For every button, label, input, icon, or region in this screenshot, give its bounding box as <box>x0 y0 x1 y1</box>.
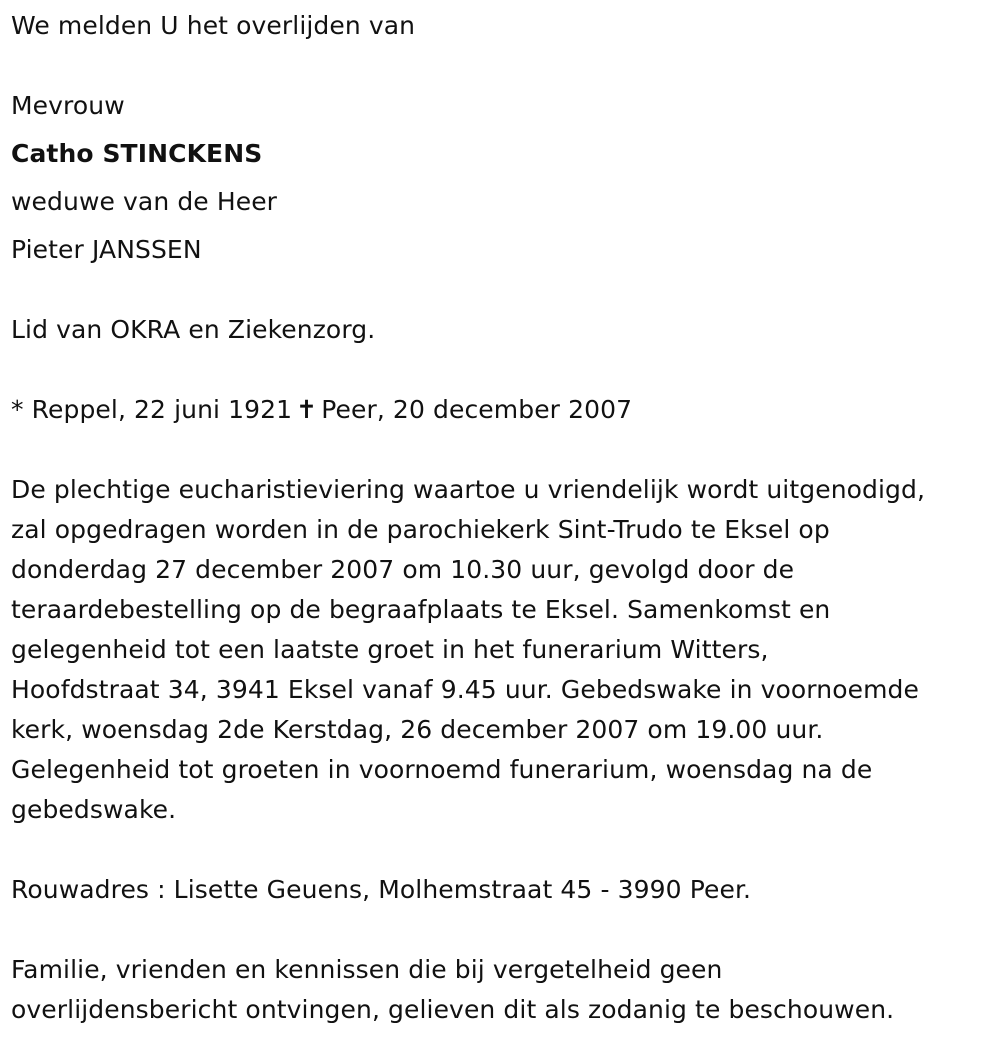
closing-line: Familie, vrienden en kennissen die bij vergetelheid geen <box>11 955 723 984</box>
life-dates <box>11 390 991 430</box>
death-text: Peer, 20 december 2007 <box>321 395 633 424</box>
membership-text: Lid van OKRA en Ziekenzorg. <box>11 315 376 344</box>
ceremony-line: Gelegenheid tot groeten in voornoemd funerarium, woensdag na de <box>11 755 873 784</box>
ceremony-line: gelegenheid tot een laatste groet in het funerarium Witters, <box>11 635 769 664</box>
ceremony-line: kerk, woensdag 2de Kerstdag, 26 december 2007 om 19.00 uur. <box>11 715 824 744</box>
ceremony-line: Hoofdstraat 34, 3941 Eksel vanaf 9.45 uur. Gebedswake in voornoemde <box>11 675 919 704</box>
ceremony-line: zal opgedragen worden in de parochiekerk Sint-Trudo te Eksel op <box>11 515 830 544</box>
spouse-name: Pieter JANSSEN <box>11 235 202 264</box>
ceremony-paragraph <box>11 470 991 830</box>
ceremony-line: De plechtige eucharistieviering waartoe u vriendelijk wordt uitgenodigd, <box>11 475 926 504</box>
mourning-address: Rouwadres : Lisette Geuens, Molhemstraat 45 - 3990 Peer. <box>11 875 752 904</box>
relation-text: weduwe van de Heer <box>11 187 278 216</box>
title-text: Mevrouw <box>11 91 125 120</box>
obituary-notice <box>11 6 991 1030</box>
intro-text: We melden U het overlijden van <box>11 11 416 40</box>
ceremony-line: teraardebestelling op de begraafplaats te Eksel. Samenkomst en <box>11 595 831 624</box>
closing-line: overlijdensbericht ontvingen, gelieven dit als zodanig te beschouwen. <box>11 995 895 1024</box>
ceremony-line: donderdag 27 december 2007 om 10.30 uur, gevolgd door de <box>11 555 795 584</box>
cross-icon: ✝ <box>296 395 318 424</box>
closing-paragraph <box>11 950 991 1030</box>
deceased-name: Catho STINCKENS <box>11 139 263 168</box>
ceremony-line: gebedswake. <box>11 795 177 824</box>
birth-text: * Reppel, 22 juni 1921 <box>11 395 293 424</box>
